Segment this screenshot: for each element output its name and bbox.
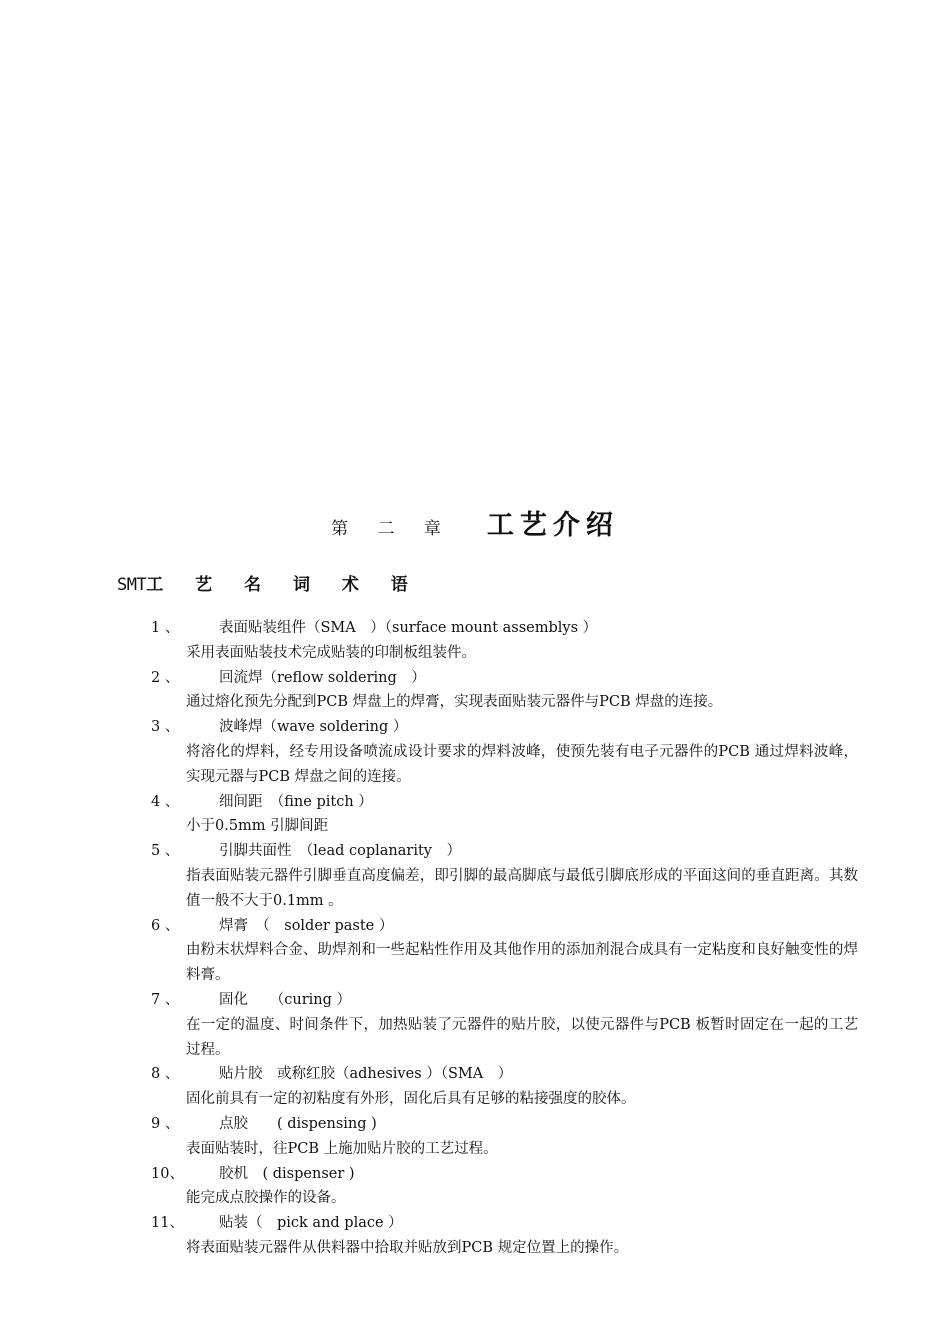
term-number: 4 、 bbox=[151, 793, 180, 810]
term-item bbox=[0, 1211, 950, 1261]
term-item bbox=[0, 715, 950, 789]
term-description: 能完成点胶操作的设备。 bbox=[186, 1190, 346, 1207]
term-description: 固化前具有一定的初粘度有外形，固化后具有足够的粘接强度的胶体。 bbox=[186, 1091, 636, 1108]
term-item bbox=[0, 1162, 950, 1212]
section-heading bbox=[117, 570, 421, 595]
term-item bbox=[0, 1062, 950, 1112]
term-header bbox=[0, 790, 950, 815]
term-description: 小于0.5mm 引脚间距 bbox=[186, 818, 329, 835]
term-header bbox=[0, 1112, 950, 1137]
term-number: 10、 bbox=[151, 1165, 184, 1182]
term-item bbox=[0, 1112, 950, 1162]
term-list bbox=[0, 616, 950, 1261]
term-description: 将溶化的焊料，经专用设备喷流成设计要求的焊料波峰，使预先装有电子元器件的PCB 通过焊料波峰，实现元器与PCB 焊盘之间的连接。 bbox=[186, 743, 858, 785]
term-item bbox=[0, 666, 950, 716]
term-item bbox=[0, 616, 950, 666]
term-description: 表面贴装时，往PCB 上施加贴片胶的工艺过程。 bbox=[186, 1140, 498, 1157]
term-name: 波峰焊（wave soldering ） bbox=[219, 719, 408, 736]
term-header bbox=[0, 914, 950, 939]
term-name: 胶机 ( dispenser ) bbox=[219, 1165, 355, 1182]
term-description: 在一定的温度、时间条件下，加热贴装了元器件的贴片胶，以使元器件与PCB 板暂时固定在一起的工艺过程。 bbox=[186, 1016, 858, 1058]
term-name: 焊膏 （ solder paste ） bbox=[219, 917, 394, 934]
term-number: 1 、 bbox=[151, 620, 180, 636]
term-header bbox=[0, 715, 950, 740]
term-number: 3 、 bbox=[151, 719, 180, 736]
term-name: 贴片胶 或称红胶（adhesives ）（SMA ） bbox=[219, 1066, 513, 1083]
section-title: 工 艺 名 词 术 语 bbox=[146, 575, 421, 595]
term-number: 2 、 bbox=[151, 669, 180, 686]
term-description: 采用表面贴装技术完成贴装的印制板组装件。 bbox=[186, 644, 476, 661]
term-name: 表面贴装组件（SMA ）（surface mount assemblys ） bbox=[219, 620, 598, 636]
chapter-label: 第 二 章 bbox=[331, 519, 453, 539]
term-description: 将表面贴装元器件从供料器中拾取并贴放到PCB 规定位置上的操作。 bbox=[186, 1239, 629, 1256]
term-name: 贴装（ pick and place ） bbox=[219, 1215, 403, 1232]
term-item bbox=[0, 914, 950, 988]
term-header bbox=[0, 666, 950, 691]
term-description: 指表面贴装元器件引脚垂直高度偏差，即引脚的最高脚底与最低引脚底形成的平面这间的垂直距离。其数值一般不大于0.1mm 。 bbox=[186, 867, 858, 909]
term-header bbox=[0, 839, 950, 864]
term-description: 通过熔化预先分配到PCB 焊盘上的焊膏，实现表面贴装元器件与PCB 焊盘的连接。 bbox=[186, 694, 723, 711]
term-header bbox=[0, 1062, 950, 1087]
chapter-heading bbox=[0, 503, 950, 542]
term-number: 9 、 bbox=[151, 1115, 180, 1132]
term-name: 点胶 ( dispensing ) bbox=[219, 1115, 377, 1132]
term-header bbox=[0, 988, 950, 1013]
term-name: 固化 （curing ） bbox=[219, 991, 352, 1008]
term-name: 细间距 （fine pitch ） bbox=[219, 793, 373, 810]
term-header bbox=[0, 1211, 950, 1236]
term-header bbox=[0, 616, 950, 641]
term-number: 6 、 bbox=[151, 917, 180, 934]
term-number: 7 、 bbox=[151, 991, 180, 1008]
chapter-title: 工艺介绍 bbox=[486, 510, 619, 541]
term-name: 回流焊（reflow soldering ） bbox=[219, 669, 426, 686]
term-item bbox=[0, 988, 950, 1062]
term-description: 由粉末状焊料合金、助焊剂和一些起粘性作用及其他作用的添加剂混合成具有一定粘度和良好触变性的焊料膏。 bbox=[186, 942, 858, 984]
term-header bbox=[0, 1162, 950, 1187]
term-number: 8 、 bbox=[151, 1066, 180, 1083]
term-name: 引脚共面性 （lead coplanarity ） bbox=[219, 843, 461, 860]
term-item bbox=[0, 839, 950, 913]
section-prefix: SMT bbox=[117, 575, 147, 595]
term-item bbox=[0, 790, 950, 840]
term-number: 5 、 bbox=[151, 843, 180, 860]
term-number: 11、 bbox=[151, 1215, 184, 1232]
